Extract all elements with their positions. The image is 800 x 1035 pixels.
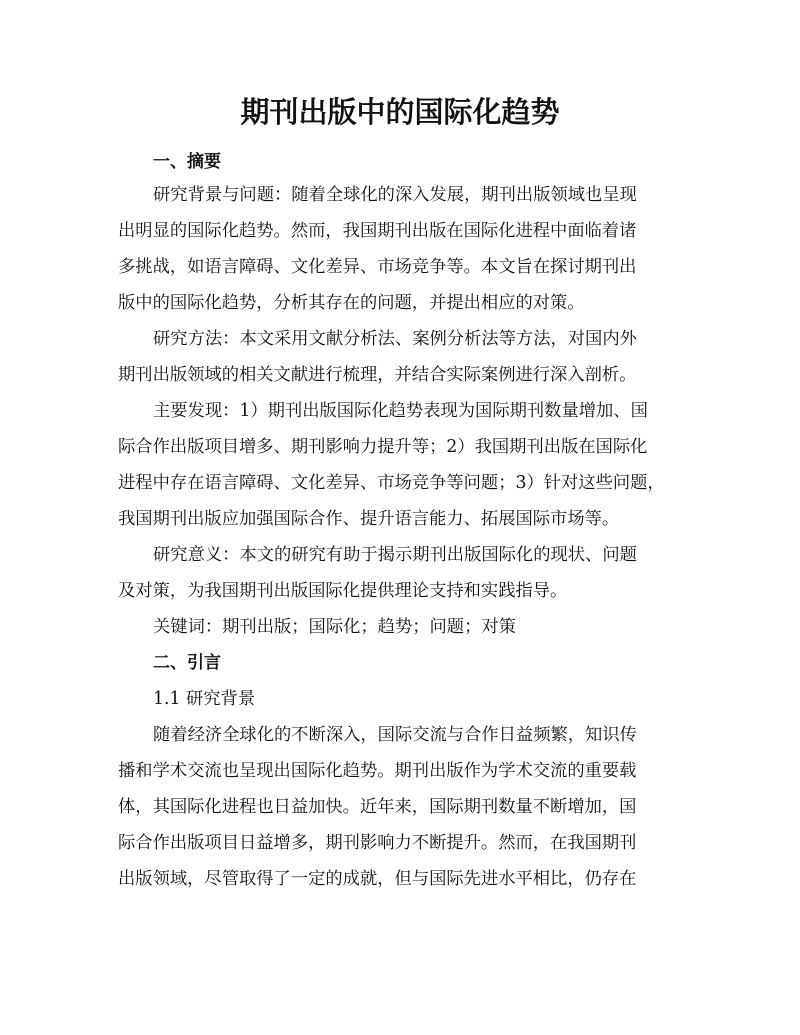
section-heading-abstract: 一、摘要 bbox=[153, 152, 221, 172]
paragraph-line: 出明显的国际化趋势。然而，我国期刊出版在国际化进程中面临着诸 bbox=[118, 221, 637, 241]
paragraph-line: 际合作出版项目日益增多，期刊影响力不断提升。然而，在我国期刊 bbox=[118, 833, 637, 853]
paragraph-line: 研究背景与问题：随着全球化的深入发展，期刊出版领域也呈现 bbox=[153, 185, 637, 205]
paragraph-line: 版中的国际化趋势，分析其存在的问题，并提出相应的对策。 bbox=[118, 293, 585, 313]
paragraph-line: 多挑战，如语言障碍、文化差异、市场竞争等。本文旨在探讨期刊出 bbox=[118, 257, 637, 277]
paragraph-line: 际合作出版项目增多、期刊影响力提升等；2）我国期刊出版在国际化 bbox=[118, 437, 648, 457]
paragraph-line: 期刊出版领域的相关文献进行梳理，并结合实际案例进行深入剖析。 bbox=[118, 365, 637, 385]
paragraph-line: 进程中存在语言障碍、文化差异、市场竞争等问题；3）针对这些问题， bbox=[118, 473, 665, 493]
subsection-heading-background: 1.1 研究背景 bbox=[153, 689, 256, 709]
section-heading-introduction: 二、引言 bbox=[153, 653, 221, 673]
paragraph-line: 出版领域，尽管取得了一定的成就，但与国际先进水平相比，仍存在 bbox=[118, 869, 637, 889]
paragraph-line: 及对策，为我国期刊出版国际化提供理论支持和实践指导。 bbox=[118, 581, 568, 601]
paragraph-line: 研究方法：本文采用文献分析法、案例分析法等方法，对国内外 bbox=[153, 329, 637, 349]
paragraph-line: 我国期刊出版应加强国际合作、提升语言能力、拓展国际市场等。 bbox=[118, 509, 620, 529]
keywords-line: 关键词：期刊出版；国际化；趋势；问题；对策 bbox=[153, 617, 516, 637]
paragraph-line: 播和学术交流也呈现出国际化趋势。期刊出版作为学术交流的重要载 bbox=[118, 761, 637, 781]
document-title: 期刊出版中的国际化趋势 bbox=[240, 95, 560, 129]
paragraph-line: 研究意义：本文的研究有助于揭示期刊出版国际化的现状、问题 bbox=[153, 545, 637, 565]
paragraph-line: 体，其国际化进程也日益加快。近年来，国际期刊数量不断增加，国 bbox=[118, 797, 637, 817]
paragraph-line: 主要发现：1）期刊出版国际化趋势表现为国际期刊数量增加、国 bbox=[153, 401, 648, 421]
paragraph-line: 随着经济全球化的不断深入，国际交流与合作日益频繁，知识传 bbox=[153, 725, 637, 745]
